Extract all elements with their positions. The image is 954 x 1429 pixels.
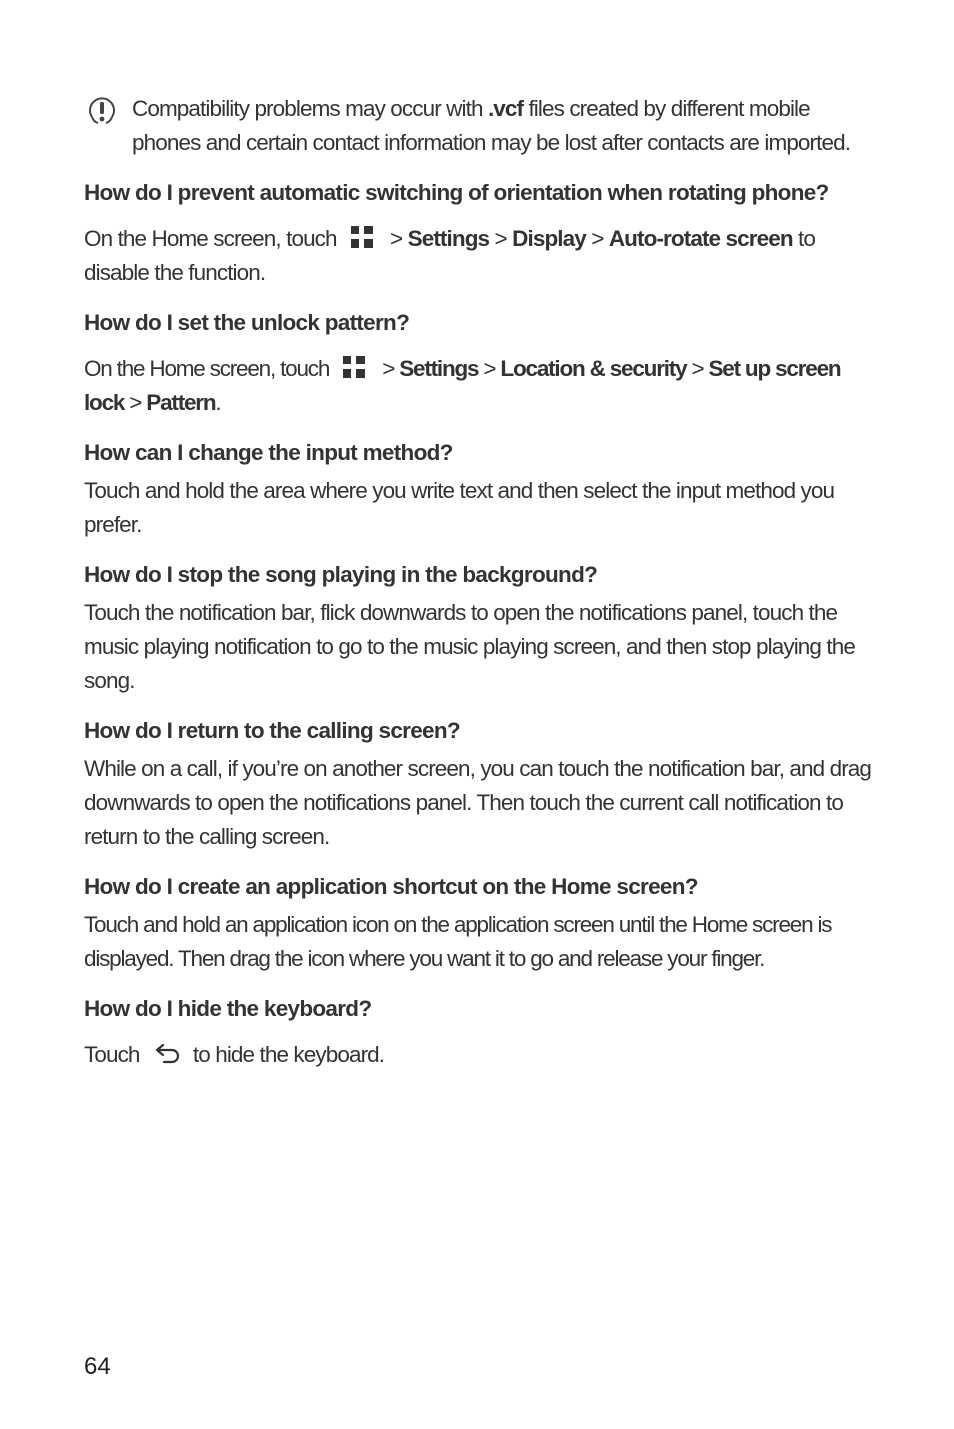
menu-settings: Settings — [407, 226, 490, 251]
separator: > — [585, 226, 609, 251]
back-arrow-icon — [152, 1041, 182, 1065]
menu-pattern: Pattern — [146, 390, 216, 415]
separator: > — [377, 356, 400, 381]
answer-shortcut: Touch and hold an application icon on the application screen until the Home screen is displayed. Then drag the icon where you want it to go and release your finger. — [84, 912, 832, 971]
question-heading-input-method: How can I change the input method? — [84, 440, 453, 465]
caution-icon — [86, 95, 118, 127]
answer-text: to disable the function. — [84, 226, 815, 285]
answer-stop-song: Touch the notification bar, flick downwards to open the notifications panel, touch the music playing notification to go to the music playing screen, and then stop playing the song. — [84, 600, 855, 693]
menu-location-security: Location & security — [500, 356, 687, 381]
menu-display: Display — [512, 226, 586, 251]
question-heading-stop-song: How do I stop the song playing in the background? — [84, 562, 598, 587]
answer-text: On the Home screen, touch — [84, 226, 337, 251]
document-page — [84, 92, 874, 1072]
note-text-pre: Compatibility problems may occur with — [132, 96, 488, 121]
question-heading-unlock-pattern: How do I set the unlock pattern? — [84, 310, 410, 335]
separator: > — [384, 226, 408, 251]
separator: > — [686, 356, 709, 381]
note-text-bold: .vcf — [487, 96, 524, 121]
answer-orientation — [84, 222, 874, 290]
answer-calling-screen: While on a call, if you’re on another screen, you can touch the notification bar, and drag downwards to open the notifications panel. Then touch the current call notification to return to the calling screen. — [84, 756, 872, 849]
menu-settings: Settings — [399, 356, 479, 381]
apps-grid-icon — [341, 355, 367, 379]
answer-text: to hide the keyboard. — [187, 1042, 385, 1067]
menu-set-up-screen-lock: Set up screen lock — [84, 356, 841, 415]
question-heading-hide-keyboard: How do I hide the keyboard? — [84, 996, 372, 1021]
separator: > — [489, 226, 513, 251]
answer-hide-keyboard — [84, 1038, 874, 1072]
apps-grid-icon — [349, 225, 375, 249]
answer-text: . — [215, 390, 221, 415]
page-number: 64 — [84, 1353, 111, 1380]
note-text-post: files created by different mobile phones and certain contact information may be lost after contacts are imported. — [132, 96, 851, 155]
question-heading-orientation: How do I prevent automatic switching of orientation when rotating phone? — [84, 180, 829, 205]
compatibility-note — [84, 92, 874, 160]
question-heading-shortcut: How do I create an application shortcut on the Home screen? — [84, 874, 698, 899]
answer-text: Touch — [84, 1042, 140, 1067]
separator: > — [124, 390, 147, 415]
answer-input-method: Touch and hold the area where you write text and then select the input method you prefer. — [84, 478, 835, 537]
answer-unlock-pattern — [84, 352, 874, 420]
menu-auto-rotate: Auto-rotate screen — [608, 226, 793, 251]
answer-text: On the Home screen, touch — [84, 356, 330, 381]
question-heading-calling-screen: How do I return to the calling screen? — [84, 718, 460, 743]
separator: > — [478, 356, 501, 381]
